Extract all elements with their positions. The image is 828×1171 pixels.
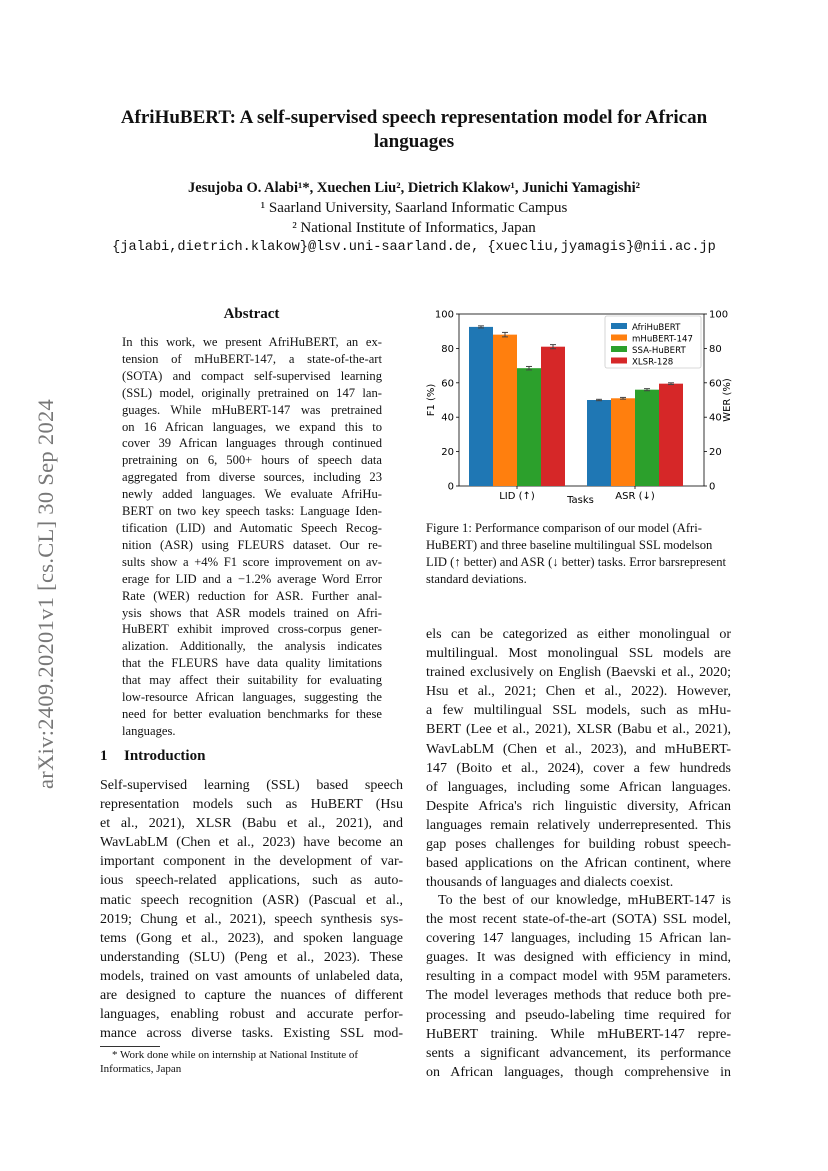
text-line: on African languages, though comprehensive in — [426, 1064, 731, 1080]
intro-left-column — [100, 776, 403, 1043]
abstract-line: erage for LID and a −1.2% average Word Error — [122, 571, 382, 586]
bar — [469, 327, 493, 486]
text-line: a few multilingual SSL models, such as mHu- — [426, 703, 731, 719]
caption-line: Figure 1: Performance comparison of our model (Afri- — [426, 521, 702, 535]
author-list: Jesujoba O. Alabi¹*, Xuechen Liu², Dietrich Klakow¹, Junichi Yamagishi² — [188, 180, 640, 196]
title-line-2: languages — [373, 131, 455, 152]
legend-label: mHuBERT-147 — [632, 334, 693, 345]
abstract-line: aggregated from diverse sources, including 23 — [122, 470, 382, 485]
legend-label: XLSR-128 — [632, 357, 674, 368]
text-line: The model leverages methods that reduce both pre- — [426, 988, 731, 1004]
text-line: trained exclusively on English (Baevski et al., 2020; — [426, 665, 731, 681]
text-line: WavLabLM (Chen et al., 2023), and mHuBERT- — [426, 741, 731, 757]
author-emails: {jalabi,dietrich.klakow}@lsv.uni-saarland.de, {xuecliu,jyamagis}@nii.ac.jp — [112, 240, 716, 255]
abstract-line: on 16 African languages, we expand this to — [122, 419, 382, 434]
text-line: the most recent state-of-the-art (SOTA) SSL model, — [426, 912, 731, 928]
abstract-line: alization. Additionally, the analysis indicates — [122, 639, 382, 654]
legend-swatch — [611, 323, 627, 329]
section-heading-introduction — [100, 748, 205, 765]
legend-swatch — [611, 358, 627, 364]
intro-right-paragraph-1 — [426, 625, 731, 892]
figure-1-caption — [426, 520, 731, 588]
text-line: representation models such as HuBERT (Hsu — [100, 797, 403, 813]
text-line: thousands of languages and dialects coexist. — [426, 875, 674, 891]
section-title: Introduction — [124, 748, 206, 764]
text-line: els can be categorized as either monolingual or — [426, 627, 731, 642]
text-line: 147 (Boito et al., 2024), cover a few hundreds — [426, 760, 731, 776]
text-line: resulting in a compact model with 95M parameters. — [426, 969, 731, 985]
abstract-line: guages. While mHuBERT-147 was pretrained — [122, 402, 382, 417]
abstract-line: that may affect their suitability for evaluating — [122, 673, 382, 688]
footnote-line-1: * Work done while on internship at National Institute of — [112, 1049, 359, 1061]
bar — [541, 347, 565, 486]
y-tick-label-right: 80 — [709, 343, 722, 355]
text-line: guages. It was designed with efficiency in mind, — [426, 950, 731, 966]
text-line: gap poses challenges for building robust speech- — [426, 837, 731, 853]
abstract-line: ysis shows that ASR models trained on Afri- — [122, 605, 382, 620]
y-tick-label-left: 60 — [441, 378, 454, 390]
footnote-line-2: Informatics, Japan — [100, 1063, 182, 1075]
text-line: languages remain relatively underrepresented. This — [426, 817, 731, 833]
abstract-line: need for better evaluation benchmarks for these — [122, 706, 382, 721]
bar — [659, 384, 683, 486]
text-line: Hsu et al., 2021; Chen et al., 2022). However, — [426, 684, 731, 700]
footnote — [100, 1048, 405, 1076]
legend-label: SSA-HuBERT — [632, 346, 686, 356]
caption-line: represent standard deviations. — [426, 555, 727, 586]
abstract-line: cover 39 African languages through continued — [122, 436, 382, 451]
text-line: matic speech recognition (ASR) (Pascual et al., — [100, 892, 403, 908]
abstract-line: tension of mHuBERT-147, a state-of-the-art — [122, 351, 382, 366]
abstract-line: BERT on two key speech tasks: Language Iden- — [122, 504, 382, 519]
arxiv-side-label: arXiv:2409.20201v1 [cs.CL] 30 Sep 2024 — [33, 398, 58, 789]
y-tick-label-left: 80 — [441, 343, 454, 355]
text-line: important component in the development of var- — [100, 854, 403, 870]
text-line: ious speech-related applications, such as auto- — [100, 873, 403, 889]
text-line: understanding (SLU) (Peng et al., 2023). These — [100, 949, 403, 965]
paper-title — [60, 106, 768, 154]
section-number: 1 — [100, 748, 108, 764]
bar — [587, 400, 611, 486]
footnote-rule — [100, 1046, 160, 1047]
abstract-line: In this work, we present AfriHuBERT, an ex- — [122, 335, 382, 349]
abstract-line: HuBERT exhibit improved cross-corpus gener- — [122, 622, 382, 637]
y-tick-label-right: 40 — [709, 412, 722, 424]
caption-line: HuBERT) and three baseline multilingual SSL models — [426, 538, 700, 552]
text-line: of languages, including some African languages. — [426, 779, 731, 795]
text-line: BERT (Lee et al., 2021), XLSR (Babu et al., 2021), — [426, 722, 731, 738]
abstract-heading: Abstract — [223, 306, 280, 322]
y-tick-label-right: 0 — [709, 481, 716, 493]
y-axis-label-right: WER (%) — [722, 378, 733, 422]
bar — [635, 390, 659, 486]
abstract-line: newly added languages. We evaluate AfriHu- — [122, 487, 382, 502]
y-tick-label-left: 100 — [434, 309, 454, 321]
abstract-line: languages. — [122, 723, 176, 738]
abstract-line: low-resource African languages, suggesting the — [122, 690, 382, 705]
affiliation-1: ¹ Saarland University, Saarland Informatic Campus — [260, 200, 568, 216]
text-line: based applications on the African continent, where — [426, 856, 731, 872]
text-line: languages, enabling robust and accurate perfor- — [100, 1007, 403, 1023]
bar — [517, 368, 541, 486]
y-tick-label-right: 20 — [709, 447, 722, 459]
abstract-line: pretraining on 6, 500+ hours of speech data — [122, 453, 382, 468]
x-tick-label: LID (↑) — [499, 491, 535, 502]
text-line: are designed to capture the nuances of different — [100, 988, 403, 1004]
text-line: sents a significant advancement, its performance — [426, 1045, 731, 1061]
title-line-1: AfriHuBERT: A self-supervised speech representation model for African — [120, 107, 708, 128]
text-line: Despite Africa's rich linguistic diversity, African — [426, 798, 731, 814]
text-line: Self-supervised learning (SSL) based speech — [100, 778, 403, 793]
legend-swatch — [611, 346, 627, 352]
text-line: WavLabLM (Chen et al., 2023) have become an — [100, 835, 403, 851]
y-tick-label-left: 0 — [447, 481, 454, 493]
abstract-line: tification (LID) and Automatic Speech Recog- — [122, 520, 382, 535]
y-axis-label-left: F1 (%) — [426, 383, 437, 417]
caption-line: on LID (↑ better) and ASR (↓ better) tasks. Error bars — [426, 538, 713, 569]
legend-label: AfriHuBERT — [632, 323, 681, 333]
abstract-line: (SOTA) and compact self-supervised learning — [122, 368, 382, 383]
y-tick-label-left: 20 — [441, 447, 454, 459]
text-line: processing and pseudo-labeling time required for — [426, 1007, 731, 1023]
intro-right-paragraph-2 — [426, 891, 731, 1082]
bar — [611, 398, 635, 486]
affiliation-2: ² National Institute of Informatics, Japan — [292, 220, 536, 236]
x-tick-label: ASR (↓) — [615, 491, 655, 502]
figure-1-chart — [412, 298, 742, 513]
y-tick-label-right: 100 — [709, 309, 729, 321]
text-line: models, trained on vast amounts of unlabeled data, — [100, 968, 403, 984]
text-line: et al., 2021), XLSR (Babu et al., 2021), and — [100, 816, 403, 832]
abstract-line: sults show a +4% F1 score improvement on av- — [122, 554, 382, 569]
abstract-line: Rate (WER) reduction for ASR. Further anal- — [122, 588, 382, 603]
text-line: multilingual. Most monolingual SSL models are — [426, 646, 731, 662]
abstract-line: (SSL) model, originally pretrained on 147 lan- — [122, 385, 382, 400]
abstract-body — [122, 334, 382, 740]
text-line: mance across diverse tasks. Existing SSL mod- — [100, 1026, 403, 1042]
abstract-line: that the FLEURS have data quality limitations — [122, 656, 382, 671]
text-line: covering 147 languages, including 15 African lan- — [426, 931, 731, 947]
y-tick-label-left: 40 — [441, 412, 454, 424]
text-line: tems (Gong et al., 2023), and spoken language — [100, 930, 403, 946]
y-tick-label-right: 60 — [709, 378, 722, 390]
x-axis-label: Tasks — [567, 495, 594, 506]
text-line: 2019; Chung et al., 2021), speech synthesis sys- — [100, 911, 403, 927]
text-line: HuBERT training. While mHuBERT-147 repre- — [426, 1026, 731, 1042]
text-line: To the best of our knowledge, mHuBERT-147 is — [438, 893, 731, 908]
bar — [493, 335, 517, 486]
abstract-line: nition (ASR) using FLEURS dataset. Our re- — [122, 537, 382, 552]
legend-swatch — [611, 335, 627, 341]
